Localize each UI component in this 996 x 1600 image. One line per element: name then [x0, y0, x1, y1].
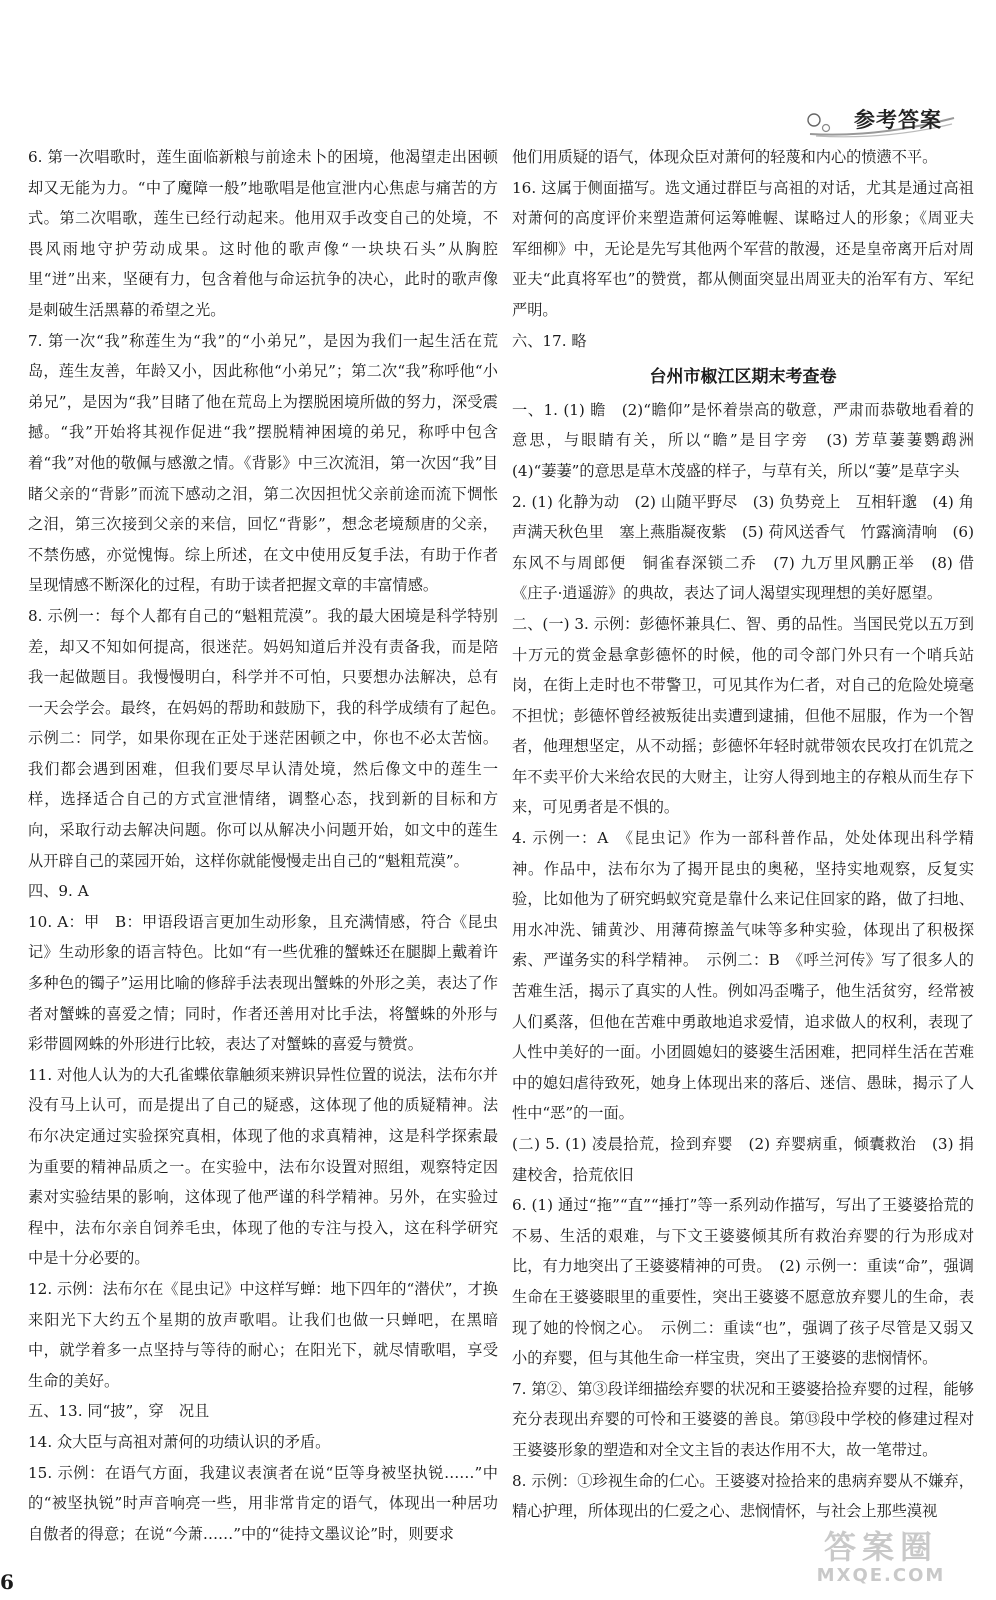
answer-paragraph: 六、17. 略: [512, 331, 587, 350]
left-column: [28, 142, 514, 1549]
answer-paragraph: 他们用质疑的语气，体现众臣对萧何的轻蔑和内心的愤懑不平。: [512, 148, 938, 166]
answer-paragraph: 7. 第一次“我”称莲生为“我”的“小弟兄”，是因为我们一起生活在荒岛，莲生友善，年龄又小，因此称他“小弟兄”；第二次“我”称呼他“小弟兄”，是因为“我”目睹了他在荒岛上为摆脱困境所做的努力，深受震撼。“我”开始将其视作促进“我”摆脱精神困境的弟兄，称呼中包含着“我”对他的敬佩与感激之情。《背影》中三次流泪，第一次因“我”目睹父亲的“背影”而流下感动之泪，第二次因担忧父亲前途而流下惆怅之泪，第三次接到父亲的来信，回忆“背影”，想念老境颓唐的父亲，不禁伤感，亦觉愧悔。综上所述，在文中使用反复手法，有助于作者呈现情感不断深化的过程，有助于读者把握文章的丰富情感。: [28, 331, 498, 595]
answer-paragraph: 6. (1) 通过“拖”“直”“捶打”等一系列动作描写，写出了王婆婆拾荒的不易、生活的艰难，与下文王婆婆倾其所有救治弃婴的行为形成对比，有力地突出了王婆婆精神的可贵。 (2) 示例一：重读“命”，强调生命在王婆婆眼里的重要性，突出王婆婆不愿意放弃婴儿的生命，表现了她的怜悯之心。 示例二：重读“也”，强调了孩子尽管是又弱又小的弃婴，但与其他生命一样宝贵，突出了王婆婆的悲悯情怀。: [512, 1196, 974, 1368]
answer-paragraph: 11. 对他人认为的大孔雀蝶依靠触须来辨识异性位置的说法，法布尔并没有马上认可，而是提出了自己的疑惑，这体现了他的质疑精神。法布尔决定通过实验探究真相，体现了他的求真精神，这是科学探索最为重要的精神品质之一。在实验中，法布尔设置对照组，观察特定因素对实验结果的影响，这体现了他严谨的科学精神。另外，在实验过程中，法布尔亲自饲养毛虫，体现了他的专注与投入，这在科学研究中是十分必要的。: [28, 1065, 498, 1268]
answer-paragraph: 8. 示例一：每个人都有自己的“魁粗荒漠”。我的最大困境是科学特别差，却又不知如何提高，很迷茫。妈妈知道后并没有责备我，而是陪我一起做题目。我慢慢明白，科学并不可怕，只要想办法解决，总有一天会学会。最终，在妈妈的帮助和鼓励下，我的科学成绩有了起色。 示例二：同学，如果你现在正处于迷茫困顿之中，你也不必太苦恼。我们都会遇到困难，但我们要尽早认清处境，然后像文中的莲生一样，选择适合自己的方式宣泄情绪，调整心态，找到新的目标和方向，采取行动去解决问题。你可以从解决小问题开始，如文中的莲生从开辟自己的菜园开始，这样你就能慢慢走出自己的“魁粗荒漠”。: [28, 606, 514, 870]
answer-paragraph: 4. 示例一：A 《昆虫记》作为一部科普作品，处处体现出科学精神。作品中，法布尔为了揭开昆虫的奥秘，坚持实地观察，反复实验，比如他为了研究蚂蚁究竟是靠什么来记住回家的路，做了扫地、用水冲洗、铺黄沙、用薄荷擦盖气味等多种实验，体现出了积极探索、严谨务实的科学精神。 示例二：B 《呼兰河传》写了很多人的苦难生活，揭示了真实的人性。例如冯歪嘴子，他生活贫穷，经常被人们奚落，但他在苦难中勇敢地追求爱情，追求做人的权利，表现了人性中美好的一面。小团圆媳妇的婆婆生活困难，把同样生活在苦难中的媳妇虐待致死，她身上体现出来的落后、迷信、愚昧，揭示了人性中“恶”的一面。: [512, 829, 974, 1123]
answer-paragraph: 12. 示例：法布尔在《昆虫记》中这样写蝉：地下四年的“潜伏”，才换来阳光下大约五个星期的放声歌唱。让我们也做一只蝉吧，在黑暗中，就学着多一点坚持与等待的耐心；在阳光下，就尽情歌唱，享受生命的美好。: [28, 1279, 498, 1390]
section-title: 台州市椒江区期末考查卷: [649, 367, 837, 388]
answer-paragraph: 6. 第一次唱歌时，莲生面临新粮与前途未卜的困境，他渴望走出困顿却又无能为力。“中了魔障一般”地歌唱是他宣泄内心焦虑与痛苦的方式。第二次唱歌，莲生已经行动起来。他用双手改变自己的处境，不畏风雨地守护劳动成果。这时他的歌声像“一块块石头”从胸腔里“迸”出来，坚硬有力，包含着他与命运抗争的决心，此时的歌声像是刺破生活黑幕的希望之光。: [28, 148, 498, 319]
watermark-domain: MXQE.COM: [816, 1565, 946, 1586]
answer-paragraph: 二、(一) 3. 示例：彭德怀兼具仁、智、勇的品性。当国民党以五万到十万元的赏金悬拿彭德怀的时候，他的司令部门外只有一个哨兵站岗，在街上走时也不带警卫，可见其作为仁者，对自己的危险处境毫不担忧；彭德怀曾经被叛徒出卖遭到逮捕，但他不屈服，作为一个智者，他理想坚定，从不动摇；彭德怀年轻时就带领农民攻打在饥荒之年不卖平价大米给农民的大财主，让穷人得到地主的存粮从而生存下来，可见勇者是不惧的。: [512, 614, 974, 817]
answer-paragraph: (二) 5. (1) 凌晨拾荒，捡到弃婴 (2) 弃婴病重，倾囊救治 (3) 捐建校舍，拾荒依旧: [512, 1135, 974, 1184]
answer-paragraph: 16. 这属于侧面描写。选文通过群臣与高祖的对话，尤其是通过高祖对萧何的高度评价来塑造萧何运筹帷幄、谋略过人的形象；《周亚夫军细柳》中，无论是先写其他两个军营的散漫，还是皇帝离开后对周亚夫“此真将军也”的赞赏，都从侧面突显出周亚夫的治军有方、军纪严明。: [512, 178, 974, 319]
answer-paragraph: 15. 示例：在语气方面，我建议表演者在说“臣等身被坚执锐……”中的“被坚执锐”时声音响亮一些，用非常肯定的语气，体现出一种居功自傲者的得意；在说“今萧……”中的“徒持文墨议论”时，则要求: [28, 1463, 498, 1543]
answer-paragraph: 8. 示例：①珍视生命的仁心。王婆婆对捡拾来的患病弃婴从不嫌弃，精心护理，所体现出的仁爱之心、悲悯情怀，与社会上那些漠视: [512, 1471, 974, 1521]
answer-paragraph: 14. 众大臣与高祖对萧何的功绩认识的矛盾。: [28, 1432, 331, 1451]
header-label: 参考答案: [854, 108, 942, 132]
right-column: [512, 142, 990, 1527]
page-number: 6: [0, 1570, 14, 1594]
answer-paragraph: 五、13. 同“披”，穿 况且: [28, 1402, 210, 1421]
answer-paragraph: 一、1. (1) 瞻 (2)“瞻仰”是怀着崇高的敬意，严肃而恭敬地看着的意思，与眼睛有关，所以“瞻”是目字旁 (3) 芳草萋萋鹦鹉洲 (4)“萋萋”的意思是草木茂盛的样子，与草有关，所以“萋”是草字头: [512, 400, 990, 480]
watermark-logo: [796, 1528, 966, 1590]
answer-paragraph: 7. 第②、第③段详细描绘弃婴的状况和王婆婆拾捡弃婴的过程，能够充分表现出弃婴的可怜和王婆婆的善良。第⑬段中学校的修建过程对王婆婆形象的塑造和对全文主旨的表达作用不大，故一笔带过。: [512, 1379, 974, 1459]
answer-paragraph: 2. (1) 化静为动 (2) 山随平野尽 (3) 负势竞上 互相轩邈 (4) 角声满天秋色里 塞上燕脂凝夜紫 (5) 荷风送香气 竹露滴清响 (6) 东风不与周郎便 铜雀春深锁二乔 (7) 九万里风鹏正举 (8) 借《庄子·逍遥游》的典故，表达了词人渴望实现理想的美好愿望。: [512, 492, 974, 603]
answer-paragraph: 四、9. A: [28, 882, 89, 901]
watermark-text: 答案圈: [823, 1528, 938, 1566]
answer-paragraph: 10. A：甲 B：甲语段语言更加生动形象，且充满情感，符合《昆虫记》生动形象的语言特色。比如“有一些优雅的蟹蛛还在腿脚上戴着许多种色的镯子”运用比喻的修辞手法表现出蟹蛛的外形之美，表达了作者对蟹蛛的喜爱之情；同时，作者还善用对比手法，将蟹蛛的外形与彩带圆网蛛的外形进行比较，表达了对蟹蛛的喜爱与赞赏。: [28, 912, 498, 1054]
